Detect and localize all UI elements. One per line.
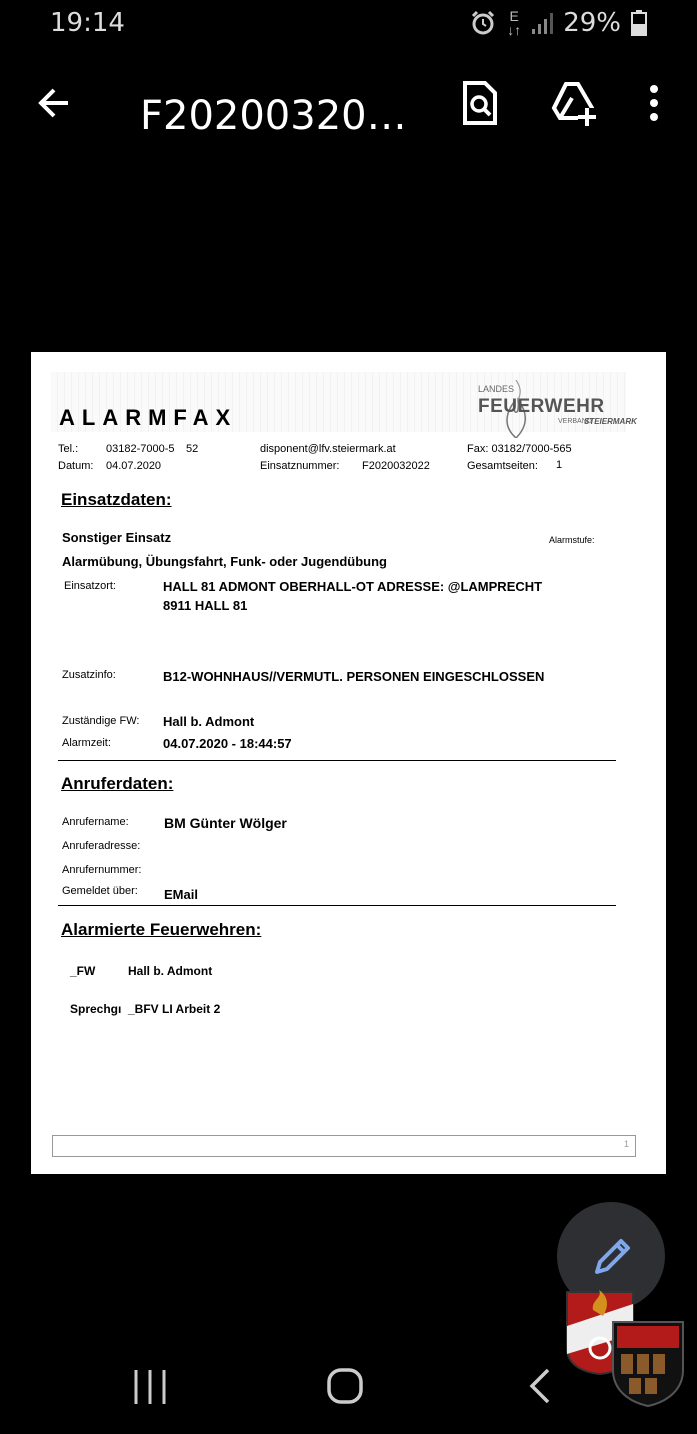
divider (58, 760, 616, 761)
anrufername-value: BM Günter Wölger (164, 815, 287, 831)
more-vertical-icon (630, 78, 680, 128)
home-button[interactable] (315, 1364, 375, 1410)
document-page[interactable] (31, 352, 666, 1174)
back-nav-button[interactable] (510, 1364, 570, 1410)
fw-row2-col1: Sprechgı (70, 1002, 122, 1016)
system-nav-bar (0, 1350, 697, 1434)
status-bar (0, 0, 697, 50)
zusatzinfo-label: Zusatzinfo: (62, 669, 116, 681)
section-anruferdaten: Anruferdaten: (61, 774, 174, 793)
document-title: F20200320… (140, 93, 407, 139)
einsatzort-line1: HALL 81 ADMONT OBERHALL-OT ADRESSE: @LAMPRECHT (163, 579, 543, 594)
datum-label: Datum: (58, 460, 94, 472)
battery-icon (631, 10, 647, 36)
section-alarmierte-feuerwehren: Alarmierte Feuerwehren: (61, 920, 262, 939)
drive-add-icon (548, 78, 598, 128)
document-heading: ALARMFAX (59, 405, 238, 430)
fw-row2-col2: _BFV LI Arbeit 2 (128, 1002, 221, 1016)
zustaendige-fw-label: Zuständige FW: (62, 715, 140, 727)
status-icons (469, 8, 647, 38)
page-number: 1 (623, 1139, 629, 1149)
logo-line1: LANDES (478, 384, 515, 394)
logo-line3: VERBAND (558, 418, 592, 425)
network-type-icon: E ↓↑ (507, 8, 522, 38)
einsatz-description: Alarmübung, Übungsfahrt, Funk- oder Jugendübung (62, 554, 387, 569)
zustaendige-fw-value: Hall b. Admont (163, 714, 255, 729)
fw-row1-col2: Hall b. Admont (128, 964, 213, 978)
search-document-button[interactable] (455, 78, 505, 128)
logo-line4: STEIERMARK (584, 417, 637, 426)
logo-line2: FEUERWEHR (478, 396, 605, 417)
feuerwehr-logo (476, 380, 637, 438)
email-value: disponent@lfv.steiermark.at (260, 443, 396, 455)
anrufernummer-label: Anrufernummer: (62, 864, 142, 876)
recent-apps-icon (120, 1364, 180, 1410)
einsatzort-line2: 8911 HALL 81 (163, 598, 248, 613)
gesamtseiten-value: 1 (556, 459, 563, 471)
datum-value: 04.07.2020 (106, 460, 162, 472)
more-options-button[interactable] (630, 78, 680, 128)
battery-percent: 29% (563, 8, 621, 38)
anrufername-label: Anrufername: (62, 816, 129, 828)
einsatzort-label: Einsatzort: (64, 580, 116, 592)
back-button[interactable] (30, 78, 80, 128)
status-time: 19:14 (50, 8, 125, 38)
page-footer (52, 1135, 636, 1157)
document-search-icon (455, 78, 505, 128)
add-to-drive-button[interactable] (548, 78, 598, 128)
alarm-clock-icon (469, 9, 497, 37)
zusatzinfo-value: B12-WOHNHAUS//VERMUTL. PERSONEN EINGESCHLOSSEN (163, 669, 545, 684)
fw-row1-col1: _FW (70, 964, 96, 978)
signal-icon (531, 11, 553, 35)
fax-value: Fax: 03182/7000-565 (467, 443, 572, 455)
tel-label: Tel.: (58, 443, 79, 455)
recent-apps-button[interactable] (120, 1364, 180, 1410)
arrow-left-icon (30, 78, 80, 128)
alarmzeit-label: Alarmzeit: (62, 737, 111, 749)
chevron-left-icon (510, 1364, 570, 1410)
gemeldet-value: EMail (164, 887, 198, 902)
section-einsatzdaten: Einsatzdaten: (61, 490, 172, 509)
home-icon (315, 1364, 375, 1410)
alarmstufe-label: Alarmstufe: (549, 535, 595, 545)
gemeldet-label: Gemeldet über: (62, 885, 138, 897)
app-bar (0, 60, 697, 150)
alarmzeit-value: 04.07.2020 - 18:44:57 (163, 736, 292, 751)
tel-value: 03182-7000-5 (106, 443, 175, 455)
tel-extension: 52 (186, 443, 199, 455)
gesamtseiten-label: Gesamtseiten: (467, 460, 538, 472)
einsatz-type: Sonstiger Einsatz (62, 530, 172, 545)
network-type-label: E (509, 8, 519, 24)
anruferadresse-label: Anruferadresse: (62, 840, 141, 852)
einsatznummer-label: Einsatznummer: (260, 460, 340, 472)
divider (58, 905, 616, 906)
einsatznummer-value: F2020032022 (362, 460, 430, 472)
